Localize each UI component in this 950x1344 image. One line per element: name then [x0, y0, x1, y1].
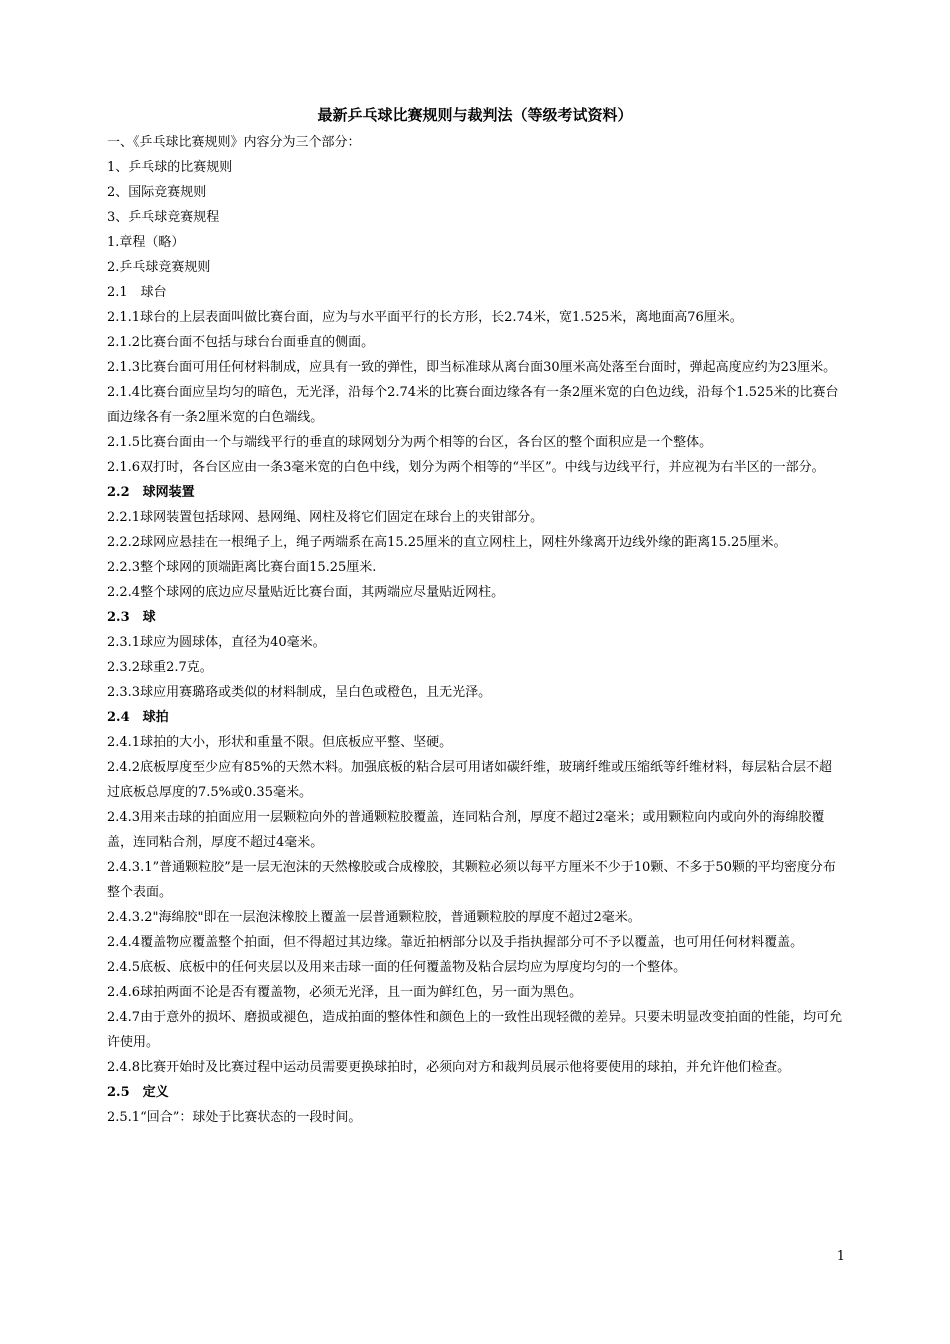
paragraph: 2.4.5底板、底板中的任何夹层以及用来击球一面的任何覆盖物及粘合层均应为厚度均匀的一个整体。	[107, 960, 687, 975]
paragraph: 2.4.8比赛开始时及比赛过程中运动员需要更换球拍时，必须向对方和裁判员展示他将要使用的球拍，并允许他们检查。	[107, 1060, 791, 1075]
paragraph: 2.3.1球应为圆球体，直径为40毫米。	[107, 635, 326, 650]
paragraph: 2.5 定义	[107, 1085, 169, 1100]
paragraph: 2.4 球拍	[107, 710, 169, 725]
paragraph: 2.乒乓球竞赛规则	[107, 260, 211, 275]
paragraph: 2.1.5比赛台面由一个与端线平行的垂直的球网划分为两个相等的台区，各台区的整个面积应是一个整体。	[107, 435, 713, 450]
paragraph: 一、《乒乓球比赛规则》内容分为三个部分：	[107, 135, 361, 150]
paragraph: 2.2.2球网应悬挂在一根绳子上，绳子两端系在高15.25厘米的直立网柱上，网柱外缘离开边线外缘的距离15.25厘米。	[107, 535, 787, 550]
paragraph: 2.1 球台	[107, 285, 167, 300]
paragraph: 2、国际竞赛规则	[107, 185, 207, 200]
paragraph: 2.1.2比赛台面不包括与球台台面垂直的侧面。	[107, 335, 375, 350]
paragraph: 2.2.4整个球网的底边应尽量贴近比赛台面，其两端应尽量贴近网柱。	[107, 585, 505, 600]
paragraph: 2.4.6球拍两面不论是否有覆盖物，必须无光泽，且一面为鲜红色，另一面为黑色。	[107, 985, 583, 1000]
paragraph: 2.4.3.2"海绵胶"即在一层泡沫橡胶上覆盖一层普通颗粒胶，普通颗粒胶的厚度不超过2毫米。	[107, 910, 641, 925]
paragraph: 1、乒乓球的比赛规则	[107, 160, 233, 175]
paragraph: 2.4.3用来击球的拍面应用一层颗粒向外的普通颗粒胶覆盖，连同粘合剂，厚度不超过2毫米；或用颗粒向内或向外的海绵胶覆盖，连同粘合剂，厚度不超过4毫米。	[107, 810, 825, 850]
paragraph: 2.5.1“回合”：球处于比赛状态的一段时间。	[107, 1110, 362, 1125]
paragraph: 2.4.2底板厚度至少应有85%的天然木料。加强底板的粘合层可用诸如碳纤维，玻璃纤维或压缩纸等纤维材料，每层粘合层不超过底板总厚度的7.5%或0.35毫米。	[107, 760, 832, 800]
page-number: 1	[836, 1249, 845, 1264]
paragraph: 3、乒乓球竞赛规程	[107, 210, 220, 225]
paragraph: 2.3.3球应用赛璐珞或类似的材料制成，呈白色或橙色，且无光泽。	[107, 685, 492, 700]
paragraph: 2.2.1球网装置包括球网、悬网绳、网柱及将它们固定在球台上的夹钳部分。	[107, 510, 544, 525]
paragraph: 2.4.1球拍的大小，形状和重量不限。但底板应平整、坚硬。	[107, 735, 453, 750]
paragraph: 2.2 球网装置	[107, 485, 195, 500]
document-title: 最新乒乓球比赛规则与裁判法（等级考试资料）	[317, 106, 633, 124]
paragraph: 2.1.6双打时，各台区应由一条3毫米宽的白色中线，划分为两个相等的“半区”。中线与边线平行，并应视为右半区的一部分。	[107, 460, 825, 475]
document-body	[107, 130, 843, 1130]
paragraph: 2.2.3整个球网的顶端距离比赛台面15.25厘米.	[107, 560, 377, 575]
paragraph: 2.1.4比赛台面应呈均匀的暗色，无光泽，沿每个2.74米的比赛台面边缘各有一条2厘米宽的白色边线，沿每个1.525米的比赛台面边缘各有一条2厘米宽的白色端线。	[107, 385, 839, 425]
paragraph: 1.章程（略）	[107, 235, 185, 250]
paragraph: 2.4.4覆盖物应覆盖整个拍面，但不得超过其边缘。靠近拍柄部分以及手指执握部分可不予以覆盖，也可用任何材料覆盖。	[107, 935, 804, 950]
paragraph: 2.4.7由于意外的损坏、磨损或褪色，造成拍面的整体性和颜色上的一致性出现轻微的差异。只要未明显改变拍面的性能，均可允许使用。	[107, 1010, 843, 1050]
paragraph: 2.3 球	[107, 610, 156, 625]
paragraph: 2.1.3比赛台面可用任何材料制成，应具有一致的弹性，即当标准球从离台面30厘米高处落至台面时，弹起高度应约为23厘米。	[107, 360, 837, 375]
paragraph: 2.4.3.1”普通颗粒胶”是一层无泡沫的天然橡胶或合成橡胶，其颗粒必须以每平方厘米不少于10颗、不多于50颗的平均密度分布整个表面。	[107, 860, 836, 900]
paragraph: 2.1.1球台的上层表面叫做比赛台面，应为与水平面平行的长方形，长2.74米，宽1.525米，离地面高76厘米。	[107, 310, 743, 325]
paragraph: 2.3.2球重2.7克。	[107, 660, 213, 675]
